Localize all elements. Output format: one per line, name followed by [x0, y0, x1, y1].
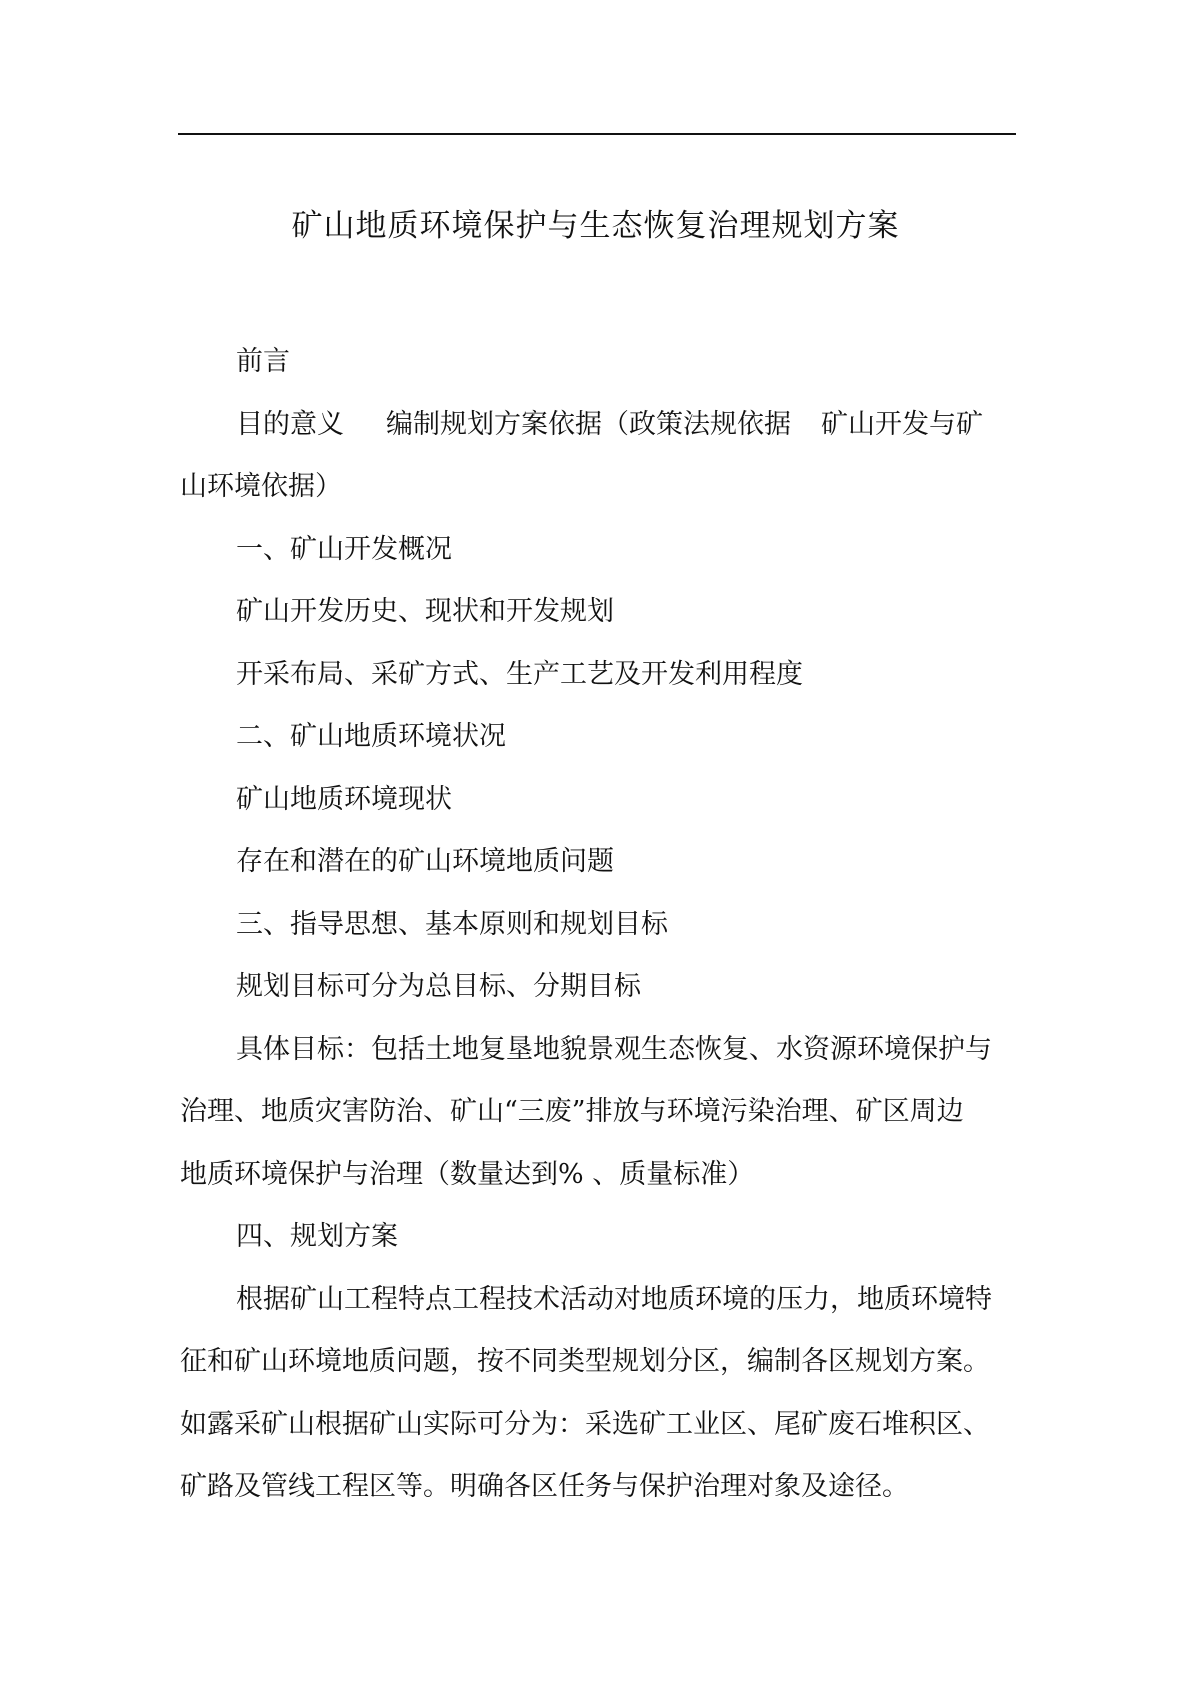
section-4-para-line-4: 矿路及管线工程区等。明确各区任务与保护治理对象及途径。 [180, 1471, 909, 1502]
purpose-part-3: 矿山开发与矿 [821, 408, 983, 440]
header-rule [178, 133, 1016, 135]
purpose-line-2: 山环境依据） [180, 471, 342, 502]
section-4-para-line-1: 根据矿山工程特点工程技术活动对地质环境的压力，地质环境特 [236, 1283, 992, 1315]
section-3-item-1: 规划目标可分为总目标、分期目标 [236, 971, 641, 1002]
section-1-item-1: 矿山开发历史、现状和开发规划 [236, 596, 614, 627]
section-3-item-2-line-2: 治理、地质灾害防治、矿山“三废”排放与环境污染治理、矿区周边 [180, 1096, 964, 1127]
document-title: 矿山地质环境保护与生态恢复治理规划方案 [291, 208, 900, 244]
section-2-item-1: 矿山地质环境现状 [236, 783, 452, 815]
section-1-heading: 一、矿山开发概况 [236, 533, 452, 565]
section-2-item-2: 存在和潜在的矿山环境地质问题 [236, 846, 614, 877]
section-4-para-line-3: 如露采矿山根据矿山实际可分为：采选矿工业区、尾矿废石堆积区、 [180, 1408, 990, 1440]
section-1-item-2: 开采布局、采矿方式、生产工艺及开发利用程度 [236, 658, 803, 690]
document-body [180, 331, 1018, 1519]
purpose-part-2: 编制规划方案依据（政策法规依据 [386, 408, 791, 440]
section-4-para-line-2: 征和矿山环境地质问题，按不同类型规划分区，编制各区规划方案。 [180, 1346, 990, 1377]
section-3-heading: 三、指导思想、基本原则和规划目标 [236, 908, 668, 940]
section-4-heading: 四、规划方案 [236, 1221, 398, 1252]
purpose-part-1: 目的意义 [236, 408, 344, 440]
intro-heading: 前言 [236, 346, 290, 377]
section-3-item-2-line-3: 地质环境保护与治理（数量达到% 、质量标准） [180, 1158, 755, 1190]
purpose-line [180, 394, 1018, 457]
section-3-item-2-line-1: 具体目标：包括土地复垦地貌景观生态恢复、水资源环境保护与 [236, 1033, 992, 1065]
section-2-heading: 二、矿山地质环境状况 [236, 721, 506, 752]
